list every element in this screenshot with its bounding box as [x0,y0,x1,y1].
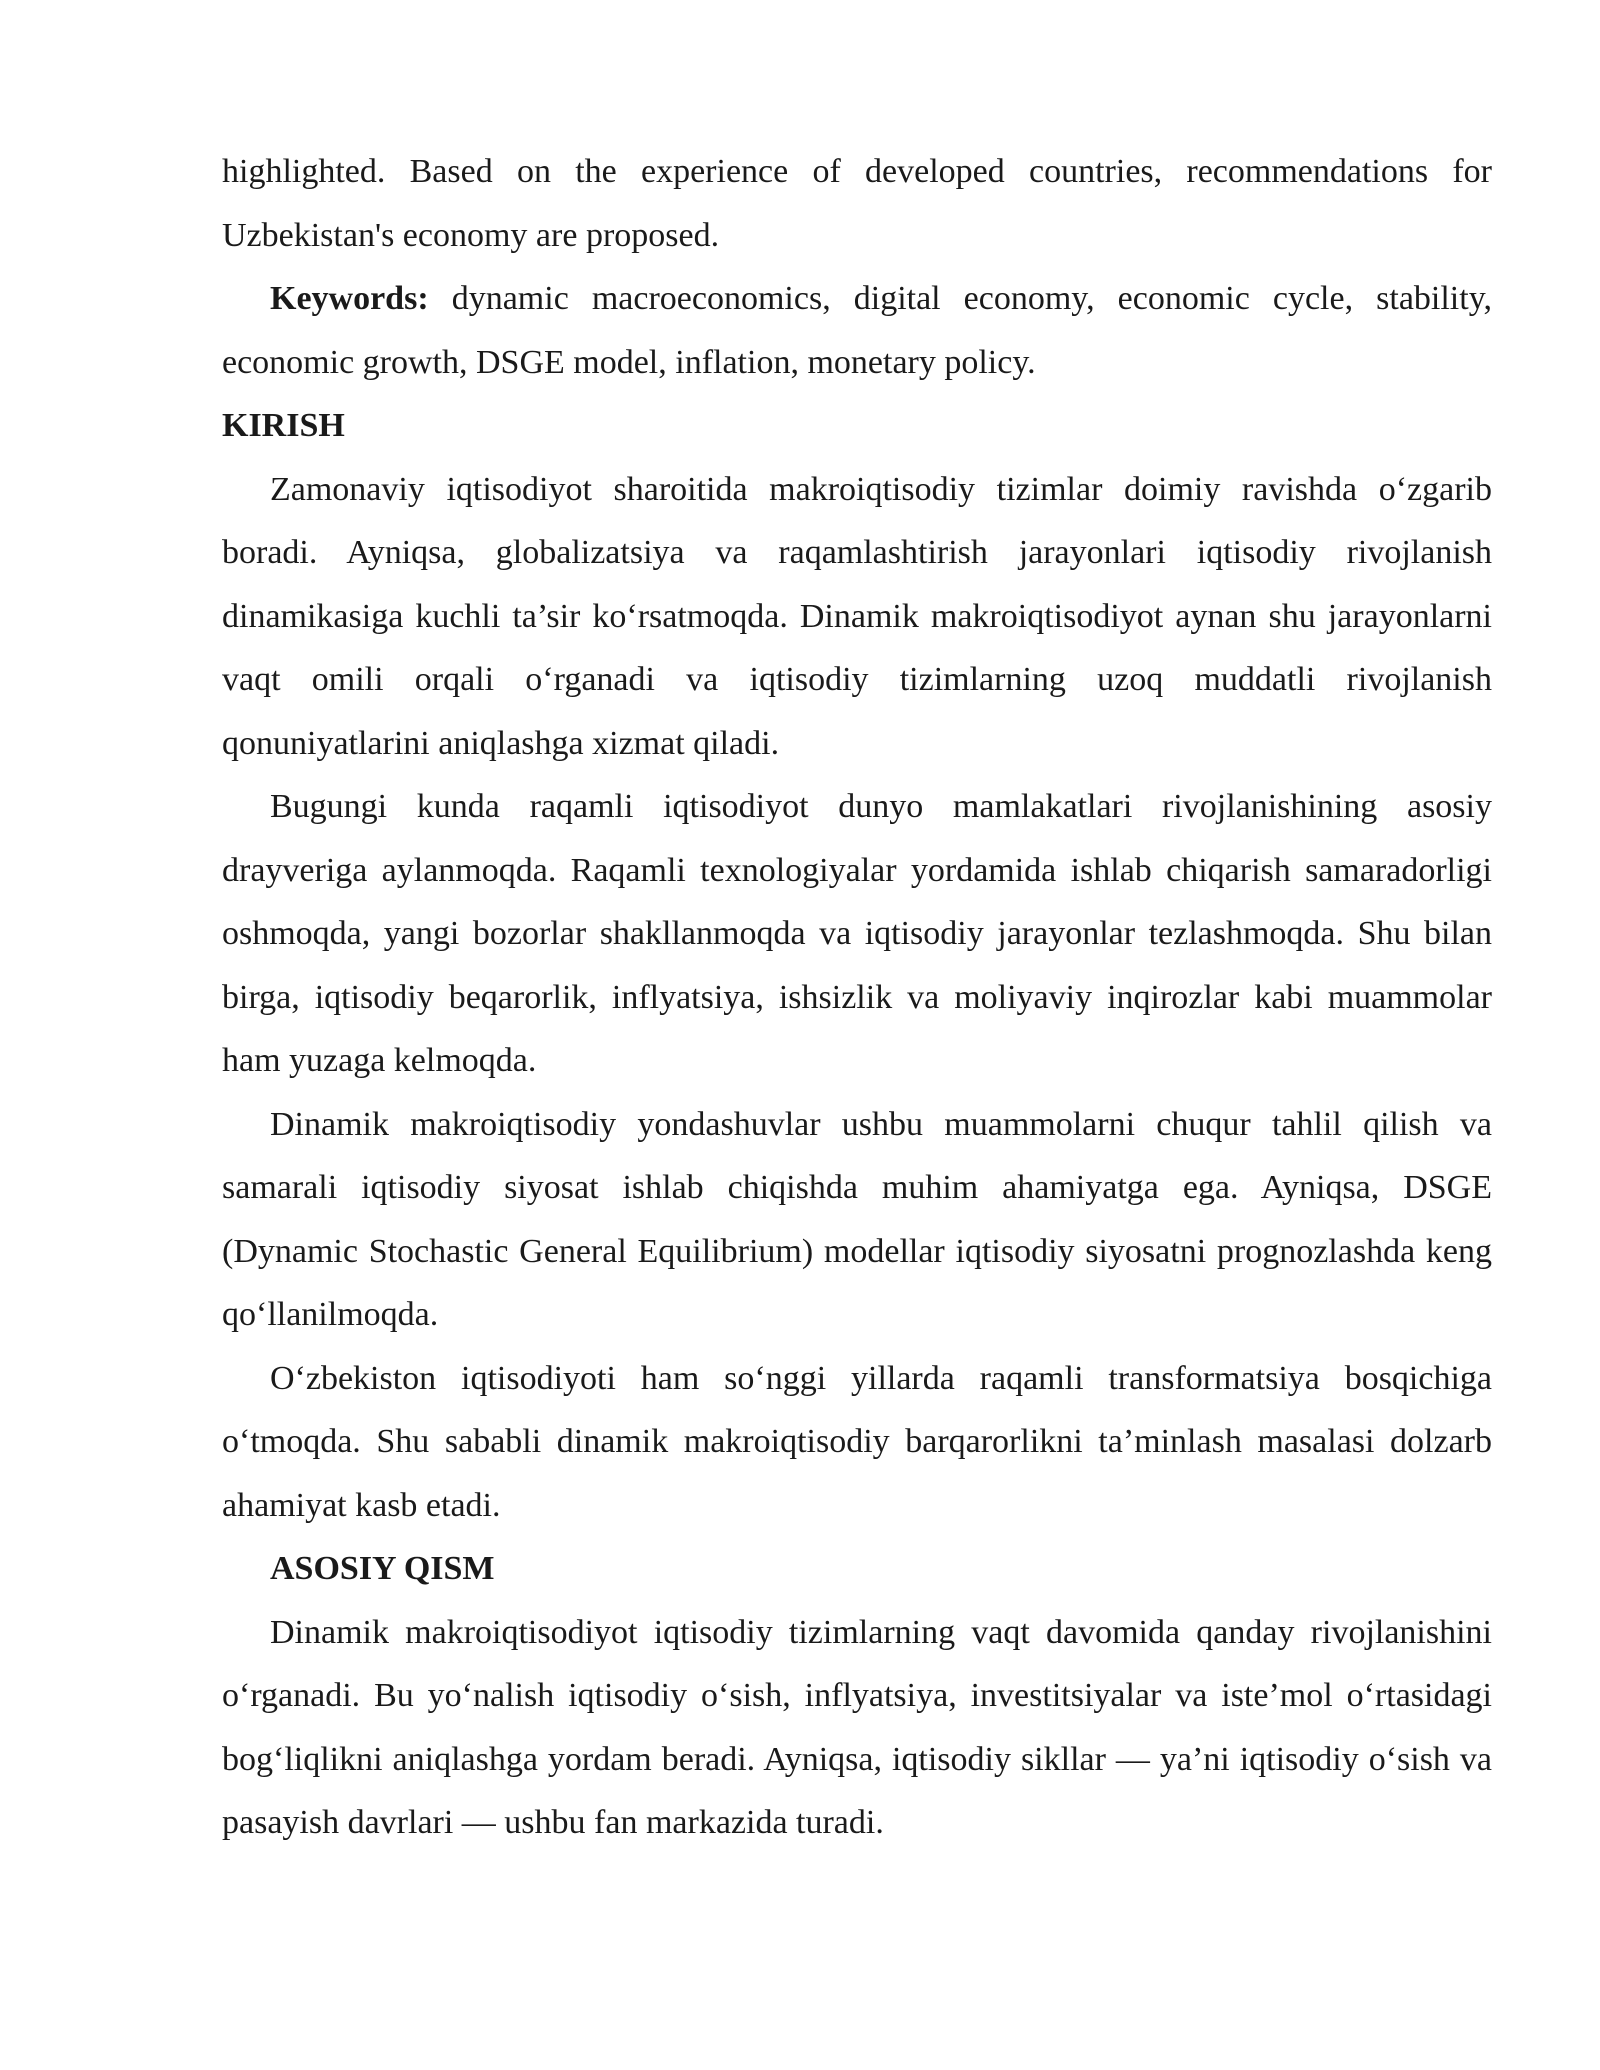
keywords-paragraph [222,267,1492,394]
abstract-tail-paragraph: highlighted. Based on the experience of developed countries, recommendations for Uzbekistan's economy are proposed. [222,153,1492,254]
document-page [222,140,1492,1855]
intro-paragraph-1: Zamonaviy iqtisodiyot sharoitida makroiqtisodiy tizimlar doimiy ravishda o‘zgarib boradi. Ayniqsa, globalizatsiya va raqamlashtirish jarayonlari iqtisodiy rivojlanish dinamikasiga kuchli ta’sir ko‘rsatmoqda. Dinamik makroiqtisodiyot aynan shu jarayonlarni vaqt omili orqali o‘rganadi va iqtisodiy tizimlarning uzoq muddatli rivojlanish qonuniyatlarini aniqlashga xizmat qiladi. [222,470,1492,762]
main-paragraph-1: Dinamik makroiqtisodiyot iqtisodiy tizimlarning vaqt davomida qanday rivojlanishini o‘rganadi. Bu yo‘nalish iqtisodiy o‘sish, inflyatsiya, investitsiyalar va iste’mol o‘rtasidagi bog‘liqlikni aniqlashga yordam beradi. Ayniqsa, iqtisodiy sikllar — ya’ni iqtisodiy o‘sish va pasayish davrlari — ushbu fan markazida turadi. [222,1613,1492,1841]
intro-heading: KIRISH [222,407,345,444]
main-heading: ASOSIY QISM [270,1550,495,1587]
intro-paragraph-4: O‘zbekiston iqtisodiyoti ham so‘nggi yillarda raqamli transformatsiya bosqichiga o‘tmoqda. Shu sababli dinamik makroiqtisodiy barqarorlikni ta’minlash masalasi dolzarb ahamiyat kasb etadi. [222,1359,1492,1524]
intro-paragraph-3: Dinamik makroiqtisodiy yondashuvlar ushbu muammolarni chuqur tahlil qilish va samarali iqtisodiy siyosat ishlab chiqishda muhim ahamiyatga ega. Ayniqsa, DSGE (Dynamic Stochastic General Equilibrium) modellar iqtisodiy siyosatni prognozlashda keng qo‘llanilmoqda. [222,1105,1492,1333]
intro-paragraph-2: Bugungi kunda raqamli iqtisodiyot dunyo mamlakatlari rivojlanishining asosiy drayveriga aylanmoqda. Raqamli texnologiyalar yordamida ishlab chiqarish samaradorligi oshmoqda, yangi bozorlar shakllanmoqda va iqtisodiy jarayonlar tezlashmoqda. Shu bilan birga, iqtisodiy beqarorlik, inflyatsiya, ishsizlik va moliyaviy inqirozlar kabi muammolar ham yuzaga kelmoqda. [222,788,1492,1079]
keywords-label: Keywords: [270,280,429,317]
keywords-text: dynamic macroeconomics, digital economy, economic cycle, stability, economic growth, DSGE model, inflation, monetary policy. [222,280,1492,381]
